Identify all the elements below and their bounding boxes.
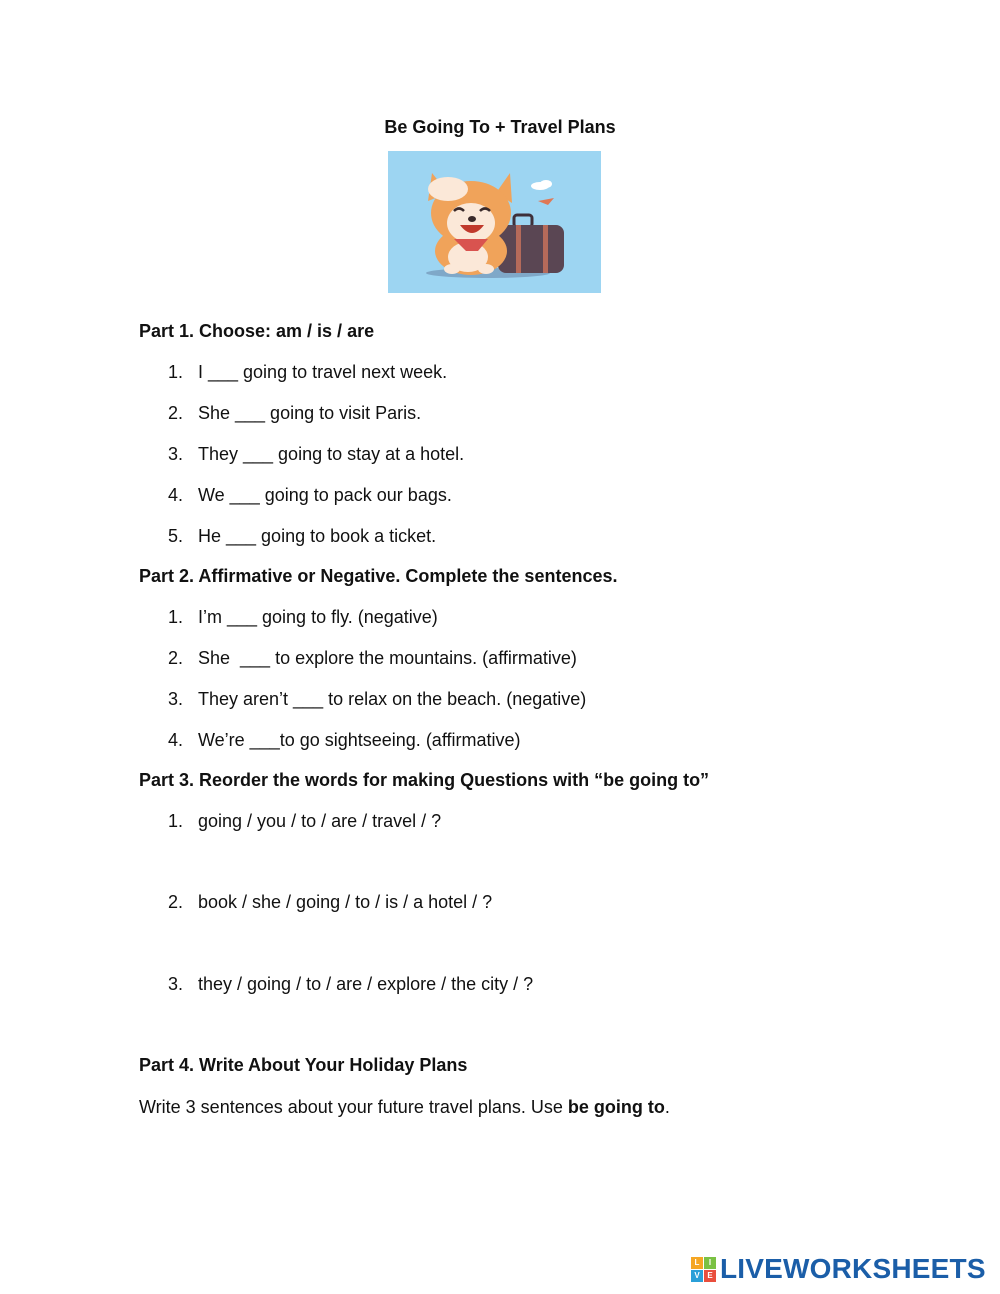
part4-instructions — [139, 1097, 670, 1118]
list-item — [168, 974, 533, 995]
item-number: 2. — [168, 892, 184, 912]
item-text: book / she / going / to / is / a hotel / ? — [198, 892, 493, 912]
item-number: 3. — [168, 689, 184, 709]
part3-heading: Part 3. Reorder the words for making Questions with “be going to” — [139, 770, 710, 790]
item-text: We ___ going to pack our bags. — [198, 485, 452, 505]
item-number: 2. — [168, 648, 184, 668]
list-item — [168, 892, 492, 913]
logo-mark-letter: V — [691, 1270, 703, 1282]
cloud-shape — [540, 180, 552, 188]
list-item — [168, 362, 447, 383]
item-number: 1. — [168, 607, 184, 627]
logo-mark-icon — [691, 1257, 716, 1282]
corgi-suitcase-illustration — [388, 151, 601, 293]
item-text: they / going / to / are / explore / the city / ? — [198, 974, 534, 994]
corgi-paw — [478, 264, 494, 274]
item-text: She ___ going to visit Paris. — [198, 403, 422, 423]
list-item — [168, 689, 586, 710]
instruction-end: . — [664, 1097, 670, 1117]
part1-heading: Part 1. Choose: am / is / are — [139, 321, 375, 341]
liveworksheets-logo[interactable] — [691, 1254, 986, 1284]
item-number: 5. — [168, 526, 184, 546]
item-number: 2. — [168, 403, 184, 423]
logo-mark-letter: E — [704, 1270, 716, 1282]
item-number: 4. — [168, 485, 184, 505]
logo-mark-letter: I — [704, 1257, 716, 1269]
suitcase-body — [498, 225, 564, 273]
item-text: They ___ going to stay at a hotel. — [198, 444, 465, 464]
logo-mark-letter: L — [691, 1257, 703, 1269]
item-text: I ___ going to travel next week. — [198, 362, 448, 382]
list-item — [168, 444, 464, 465]
instruction-text: Write 3 sentences about your future travel plans. Use — [139, 1097, 568, 1117]
list-item — [168, 607, 438, 628]
part4-heading: Part 4. Write About Your Holiday Plans — [139, 1055, 468, 1075]
item-number: 1. — [168, 362, 184, 382]
list-item — [168, 730, 521, 751]
corgi-cap — [428, 177, 468, 201]
item-text: He ___ going to book a ticket. — [198, 526, 437, 546]
item-text: going / you / to / are / travel / ? — [198, 811, 442, 831]
logo-text: LIVEWORKSHEETS — [720, 1253, 986, 1284]
corgi-paw — [444, 264, 460, 274]
list-item — [168, 485, 452, 506]
list-item — [168, 811, 441, 832]
item-text: She ___ to explore the mountains. (affirmative) — [198, 648, 577, 668]
item-number: 1. — [168, 811, 184, 831]
suitcase-stripe — [516, 225, 521, 273]
item-number: 4. — [168, 730, 184, 750]
list-item — [168, 648, 577, 669]
suitcase-stripe — [543, 225, 548, 273]
item-number: 3. — [168, 974, 184, 994]
list-item — [168, 403, 421, 424]
part2-heading: Part 2. Affirmative or Negative. Complete the sentences. — [139, 566, 618, 586]
page-title: Be Going To + Travel Plans — [384, 117, 616, 137]
list-item — [168, 526, 436, 547]
item-number: 3. — [168, 444, 184, 464]
item-text: I’m ___ going to fly. (negative) — [198, 607, 438, 627]
item-text: We’re ___to go sightseeing. (affirmative) — [198, 730, 521, 750]
instruction-bold-text: be going to — [567, 1097, 665, 1117]
corgi-nose — [468, 216, 476, 222]
item-text: They aren’t ___ to relax on the beach. (negative) — [198, 689, 587, 709]
